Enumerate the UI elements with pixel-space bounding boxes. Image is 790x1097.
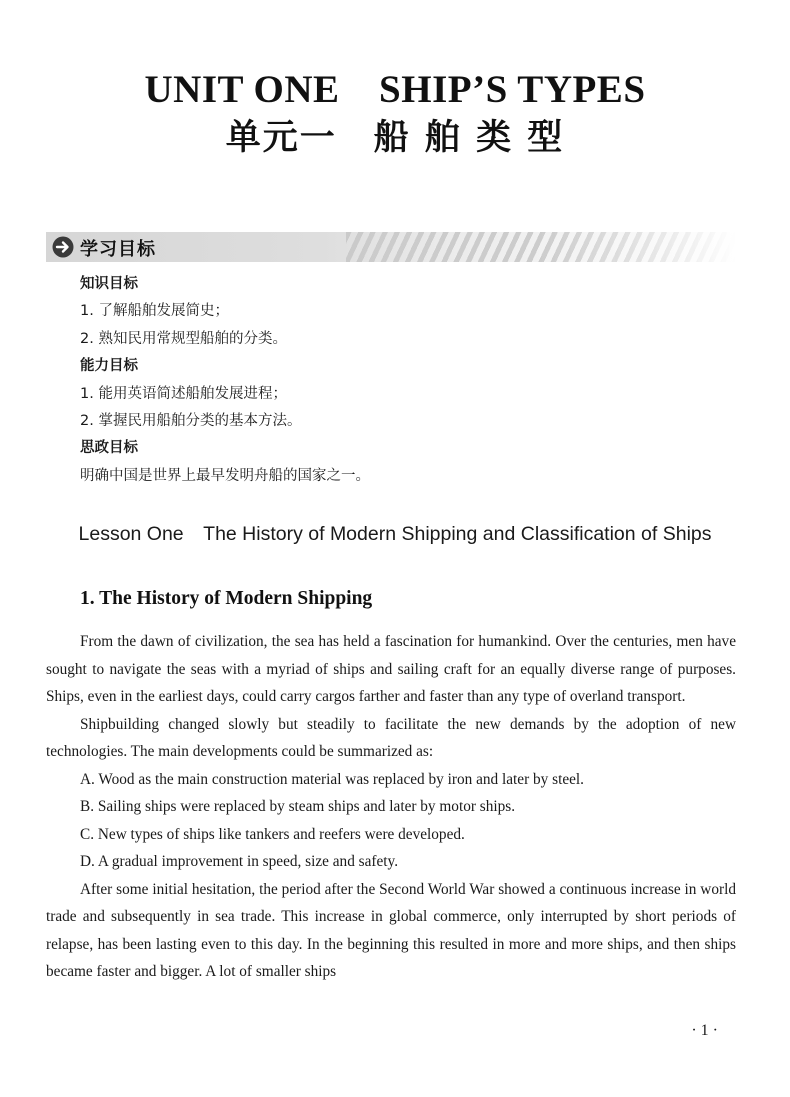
- banner-stripes-decoration: [346, 232, 736, 262]
- objectives-list: [80, 271, 740, 490]
- objective-heading: 思政目标: [80, 440, 138, 457]
- objective-item: 1. 能用英语简述船舶发展进程；: [80, 385, 287, 402]
- unit-title-english: UNIT ONE SHIP’S TYPES: [144, 68, 646, 111]
- development-list-item: D. A gradual improvement in speed, size and safety.: [80, 853, 399, 870]
- lesson-title: Lesson One The History of Modern Shipping and Classification of Ships: [78, 523, 712, 545]
- objective-item: 1. 了解船舶发展简史；: [80, 303, 229, 320]
- body-paragraph: From the dawn of civilization, the sea has held a fascination for humankind. Over the centuries, men have sought to navigate the seas with a myriad of ships and sailing craft for an equally diverse range of purposes. Ships, even in the earliest days, could carry cargos farther and faster than any type of overland transport.: [46, 633, 736, 705]
- objective-heading: 能力目标: [80, 358, 138, 375]
- objective-item: 2. 掌握民用船舶分类的基本方法。: [80, 412, 302, 429]
- objectives-banner-label: 学习目标: [80, 239, 156, 260]
- objective-item: 明确中国是世界上最早发明舟船的国家之一。: [80, 467, 370, 484]
- objectives-banner: [46, 232, 736, 262]
- objective-item: 2. 熟知民用常规型船舶的分类。: [80, 330, 287, 347]
- objective-heading: 知识目标: [80, 276, 138, 292]
- unit-title-chinese: 单元一 船 舶 类 型: [225, 118, 565, 158]
- development-list-item: A. Wood as the main construction material was replaced by iron and later by steel.: [80, 770, 584, 788]
- body-paragraph: After some initial hesitation, the period after the Second World War showed a continuous increase in world trade and subsequently in sea trade. This increase in global commerce, only interrupted by short periods of relapse, has been lasting even to this day. In the beginning this resulted in more and more ships, and then ships became faster and bigger. A lot of smaller ships: [46, 880, 736, 980]
- page-number: · 1 ·: [691, 1022, 718, 1039]
- arrow-right-circle-icon: [52, 236, 74, 258]
- section-heading: 1. The History of Modern Shipping: [80, 588, 373, 609]
- section-body: [46, 628, 736, 986]
- development-list-item: C. New types of ships like tankers and reefers were developed.: [80, 825, 465, 843]
- body-paragraph: Shipbuilding changed slowly but steadily to facilitate the new demands by the adoption of new technologies. The main developments could be summarized as:: [46, 715, 736, 760]
- development-list-item: B. Sailing ships were replaced by steam ships and later by motor ships.: [80, 798, 516, 815]
